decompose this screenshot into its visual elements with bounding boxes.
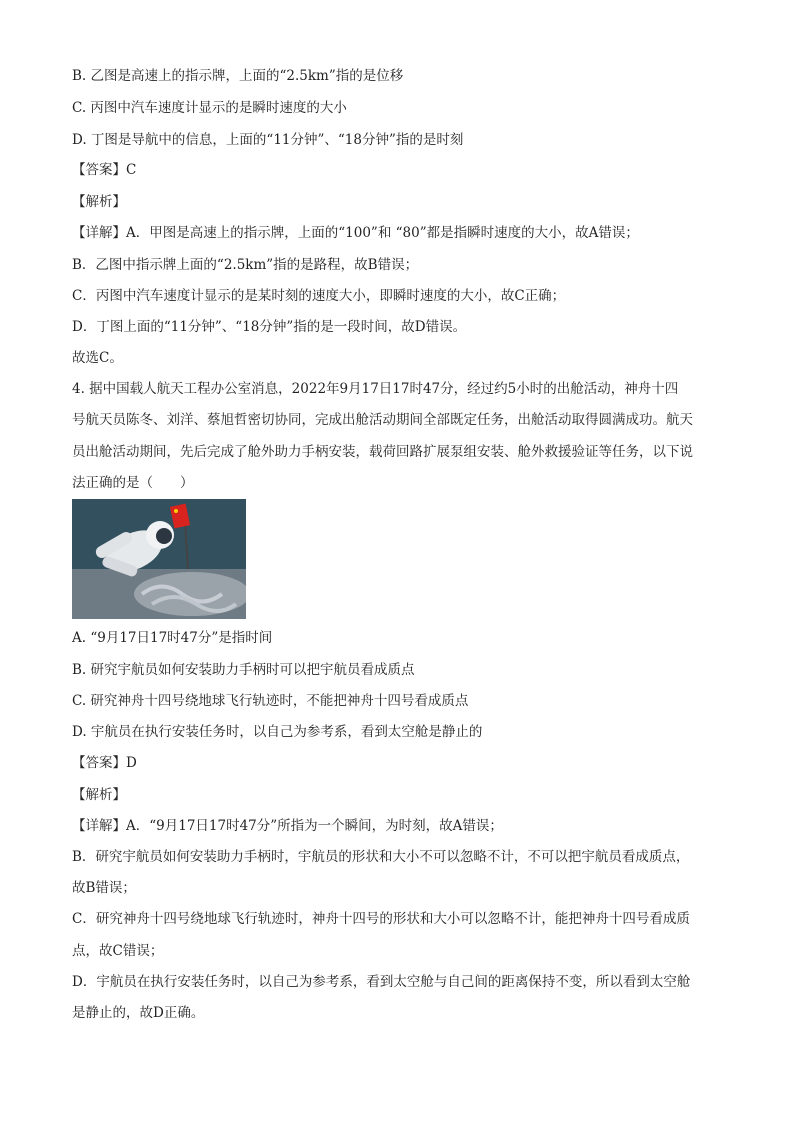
q4-answer: 【答案】D	[72, 755, 137, 771]
q4-option-c: C. 研究神舟十四号绕地球飞行轨迹时，不能把神舟十四号看成质点	[72, 693, 469, 709]
q4-detail-d-line-1: D．宇航员在执行安装任务时，以自己为参考系，看到太空舱与自己间的距离保持不变，所以看到太空舱	[72, 974, 691, 990]
q4-detail-c-line-1: C．研究神舟十四号绕地球飞行轨迹时，神舟十四号的形状和大小可以忽略不计，能把神舟十四号看成质	[72, 911, 690, 927]
q3-option-b: B. 乙图是高速上的指示牌，上面的“2.5km”指的是位移	[72, 68, 404, 84]
q4-option-b: B. 研究宇航员如何安装助力手柄时可以把宇航员看成质点	[72, 662, 415, 678]
q3-option-c: C. 丙图中汽车速度计显示的是瞬时速度的大小	[72, 100, 347, 116]
q4-stem-line-2: 号航天员陈冬、刘洋、蔡旭哲密切协同，完成出舱活动期间全部既定任务，出舱活动取得圆满成功。航天	[72, 412, 693, 428]
q4-analysis-heading: 【解析】	[72, 787, 126, 803]
q3-detail-a: 【详解】A．甲图是高速上的指示牌，上面的“100”和 “80”都是指瞬时速度的大小，故A错误；	[72, 225, 639, 241]
q3-detail-b: B．乙图中指示牌上面的“2.5km”指的是路程，故B错误；	[72, 257, 419, 273]
q3-detail-c: C．丙图中汽车速度计显示的是某时刻的速度大小，即瞬时速度的大小，故C正确；	[72, 288, 566, 304]
q4-option-a: A. “9月17日17时47分”是指时间	[72, 630, 273, 646]
q3-option-d: D. 丁图是导航中的信息，上面的“11分钟”、“18分钟”指的是时刻	[72, 132, 464, 148]
q3-analysis-heading: 【解析】	[72, 194, 126, 210]
q3-detail-d: D．丁图上面的“11分钟”、“18分钟”指的是一段时间，故D错误。	[72, 319, 467, 335]
q4-option-d: D. 宇航员在执行安装任务时，以自己为参考系，看到太空舱是静止的	[72, 724, 483, 740]
q4-detail-b-line-2: 故B错误；	[72, 880, 136, 896]
q3-conclusion: 故选C。	[72, 350, 123, 366]
q4-detail-c-line-2: 点，故C错误；	[72, 943, 164, 959]
q4-stem-line-3: 员出舱活动期间，先后完成了舱外助力手柄安装，载荷回路扩展泵组安装、舱外救援验证等任务，以下说	[72, 444, 693, 460]
astronaut-illustration	[72, 499, 246, 619]
q4-detail-d-line-2: 是静止的，故D正确。	[72, 1005, 205, 1021]
q3-answer: 【答案】C	[72, 162, 137, 178]
q4-stem-line-1: 4. 据中国载人航天工程办公室消息，2022年9月17日17时47分，经过约5小时的出舱活动，神舟十四	[72, 381, 679, 397]
astronaut-photo	[72, 499, 246, 619]
q4-detail-a: 【详解】A．“9月17日17时47分”所指为一个瞬间，为时刻，故A错误；	[72, 818, 503, 834]
q4-detail-b-line-1: B．研究宇航员如何安装助力手柄时，宇航员的形状和大小不可以忽略不计，不可以把宇航员看成质点，	[72, 849, 690, 865]
q4-stem-line-4: 法正确的是（ ）	[72, 475, 194, 491]
